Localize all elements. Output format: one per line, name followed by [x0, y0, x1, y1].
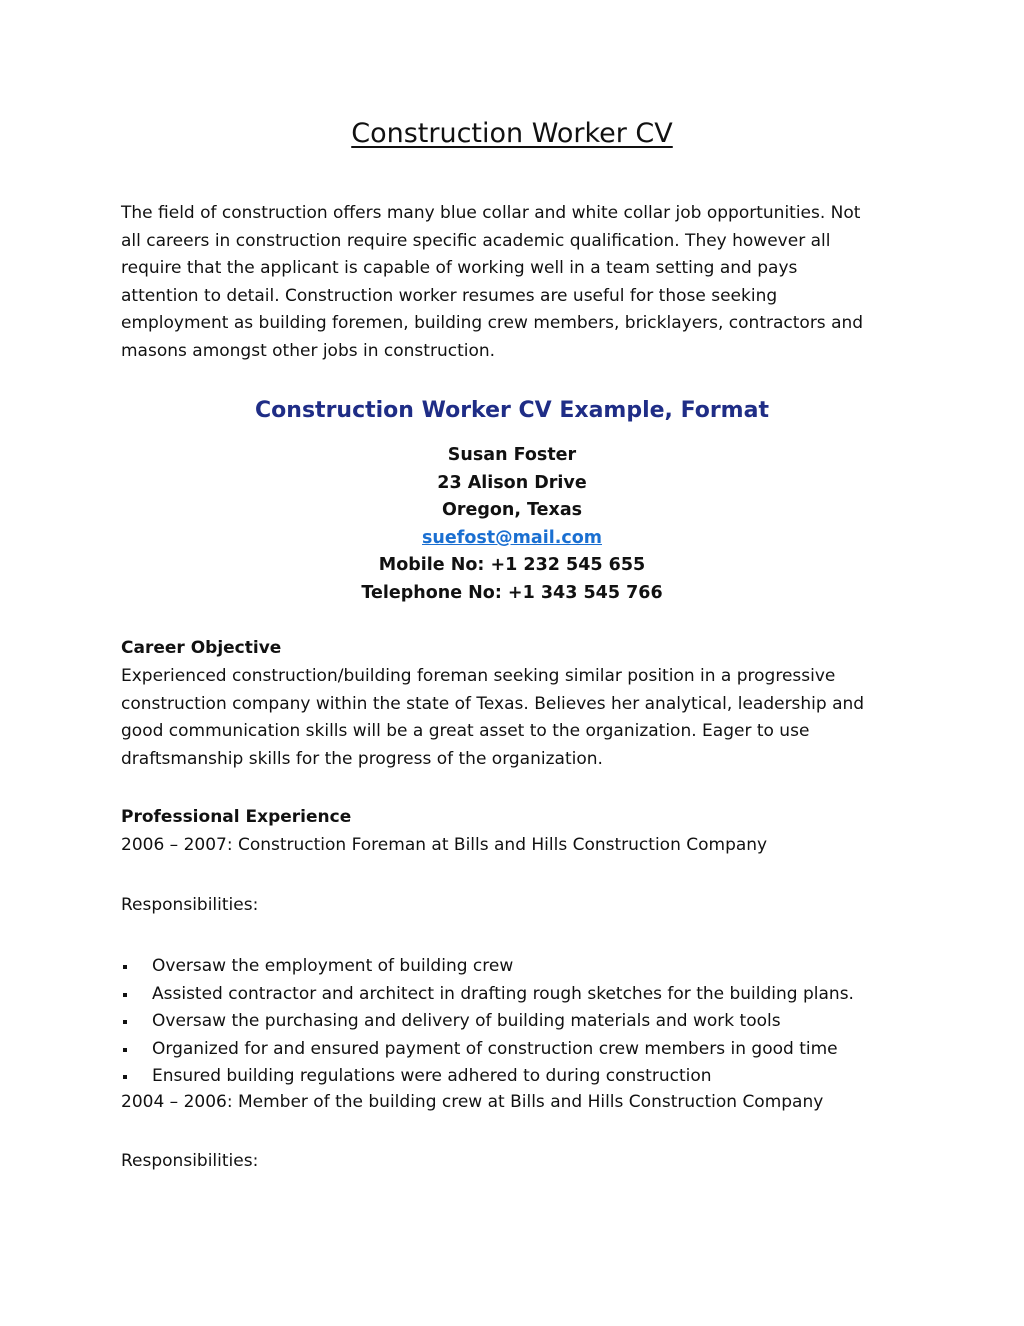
document-title: Construction Worker CV [351, 118, 673, 149]
list-item: Assisted contractor and architect in drafting rough sketches for the building plans. [121, 981, 854, 1009]
job-entry-2: 2004 – 2006: Member of the building crew at Bills and Hills Construction Company [121, 1092, 824, 1112]
bullet-icon [123, 1020, 127, 1024]
professional-experience-heading: Professional Experience [121, 807, 352, 827]
section-subtitle: Construction Worker CV Example, Format [255, 398, 769, 423]
objective-line: Experienced construction/building foreman seeking similar position in a progressive [121, 666, 836, 686]
intro-paragraph [121, 200, 911, 365]
list-item: Oversaw the employment of building crew [121, 953, 854, 981]
bullet-icon [123, 965, 127, 969]
objective-line: draftsmanship skills for the progress of the organization. [121, 748, 603, 769]
career-objective-paragraph [121, 663, 911, 773]
intro-line: all careers in construction require specific academic qualification. They however all [121, 230, 831, 251]
contact-address: 23 Alison Drive [437, 472, 587, 493]
intro-line: employment as building foremen, building crew members, bricklayers, contractors and [121, 313, 864, 333]
bullet-icon [123, 1075, 127, 1079]
contact-mobile: Mobile No: +1 232 545 655 [378, 555, 646, 576]
objective-line: good communication skills will be a great asset to the organization. Eager to use [121, 721, 810, 741]
objective-line: construction company within the state of Texas. Believes her analytical, leadership and [121, 693, 865, 714]
list-item: Ensured building regulations were adhered to during construction [121, 1063, 854, 1091]
intro-line: attention to detail. Construction worker resumes are useful for those seeking [121, 285, 778, 306]
list-item: Oversaw the purchasing and delivery of building materials and work tools [121, 1008, 854, 1036]
intro-line: masons amongst other jobs in construction. [121, 340, 496, 361]
responsibilities-label-2: Responsibilities: [121, 1151, 259, 1171]
contact-telephone: Telephone No: +1 343 545 766 [361, 582, 663, 603]
bullet-icon [123, 1048, 127, 1052]
responsibilities-list-1 [121, 953, 854, 1091]
contact-block [0, 442, 1024, 608]
career-objective-heading: Career Objective [121, 638, 282, 658]
contact-email-link[interactable]: suefost@mail.com [422, 527, 602, 548]
responsibilities-label-1: Responsibilities: [121, 895, 259, 915]
intro-line: The field of construction offers many blue collar and white collar job opportunities. Not [121, 203, 861, 223]
list-item: Organized for and ensured payment of construction crew members in good time [121, 1036, 854, 1064]
intro-line: require that the applicant is capable of working well in a team setting and pays [121, 258, 798, 278]
contact-city: Oregon, Texas [441, 500, 583, 521]
bullet-icon [123, 993, 127, 997]
contact-name: Susan Foster [447, 445, 577, 465]
job-entry-1: 2006 – 2007: Construction Foreman at Bills and Hills Construction Company [121, 835, 768, 855]
